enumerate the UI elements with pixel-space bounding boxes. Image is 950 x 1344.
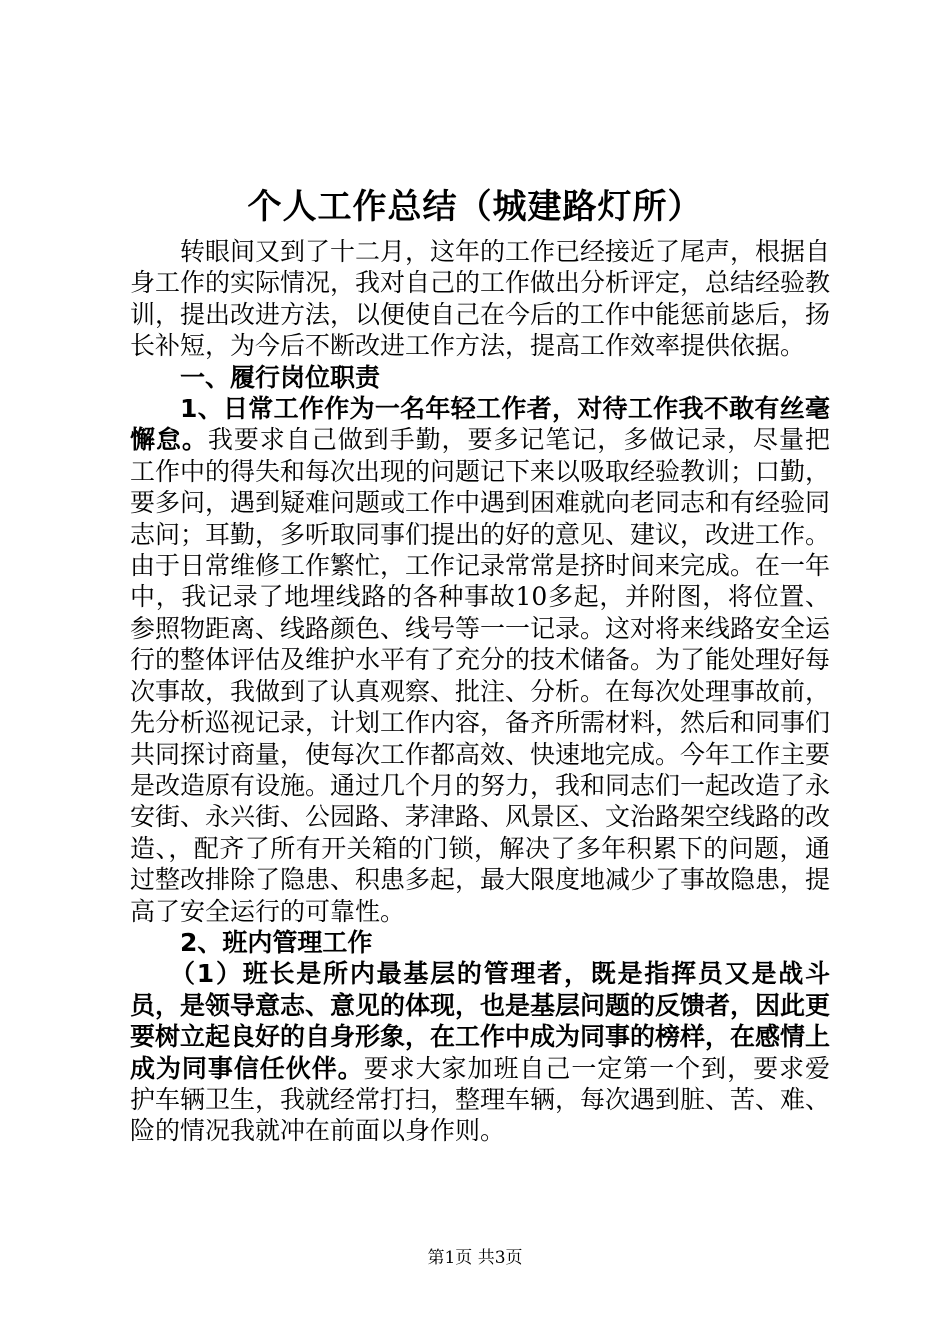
paragraph-team-leader	[130, 958, 830, 1146]
intro-paragraph: 转眼间又到了十二月，这年的工作已经接近了尾声，根据自身工作的实际情况，我对自己的工作做出分析评定，总结经验教训，提出改进方法，以便使自己在今后的工作中能惩前毖后，扬长补短，为今后不断改进工作方法，提高工作效率提供依据。	[130, 237, 831, 361]
daily-work-lead: 1、日常工作作为一名年轻工作者，对待工作我不敢有丝毫懈怠。	[130, 394, 830, 455]
team-leader-lead: （1）班长是所内最基层的管理者，既是指挥员又是战斗员，是领导意志、意见的体现，也是基层问题的反馈者，因此更要树立起良好的自身形象，在工作中成为同事的榜样，在感情上成为同事信任伙伴。	[130, 959, 831, 1083]
document-title: 个人工作总结（城建路灯所）	[247, 187, 703, 227]
daily-work-text: 我要求自己做到手勤，要多记笔记，多做记录，尽量把工作中的得失和每次出现的问题记下来以吸取经验教训；口勤，要多问，遇到疑难问题或工作中遇到困难就向老同志和有经验同志问；耳勤，多听取同事们提出的好的意见、建议，改进工作。由于日常维修工作繁忙，工作记录常常是挤时间来完成。在一年中，我记录了地埋线路的各种事故10多起，并附图，将位置、参照物距离、线路颜色、线号等一一记录。这对将来线路安全运行的整体评估及维护水平有了充分的技术储备。为了能处理好每次事故，我做到了认真观察、批注、分析。在每次处理事故前，先分析巡视记录，计划工作内容，备齐所需材料，然后和同事们共同探讨商量，使每次工作都高效、快速地完成。今年工作主要是改造原有设施。通过几个月的努力，我和同志们一起改造了永安街、永兴街、公园路、茅津路、风景区、文治路架空线路的改造、，配齐了所有开关箱的门锁，解决了多年积累下的问题，通过整改排除了隐患、积患多起，最大限度地减少了事故隐患，提高了安全运行的可靠性。	[130, 425, 831, 926]
page-footer: 第1页 共3页	[427, 1248, 523, 1268]
team-leader-text: 要求大家加班自己一定第一个到，要求爱护车辆卫生，我就经常打扫，整理车辆，每次遇到脏、苦、难、险的情况我就冲在前面以身作则。	[130, 1053, 831, 1146]
paragraph-daily-work	[130, 393, 830, 927]
document-body	[130, 236, 830, 1147]
section-heading-duties: 一、履行岗位职责	[180, 362, 381, 392]
section-heading-team-management: 2、班内管理工作	[180, 927, 373, 957]
